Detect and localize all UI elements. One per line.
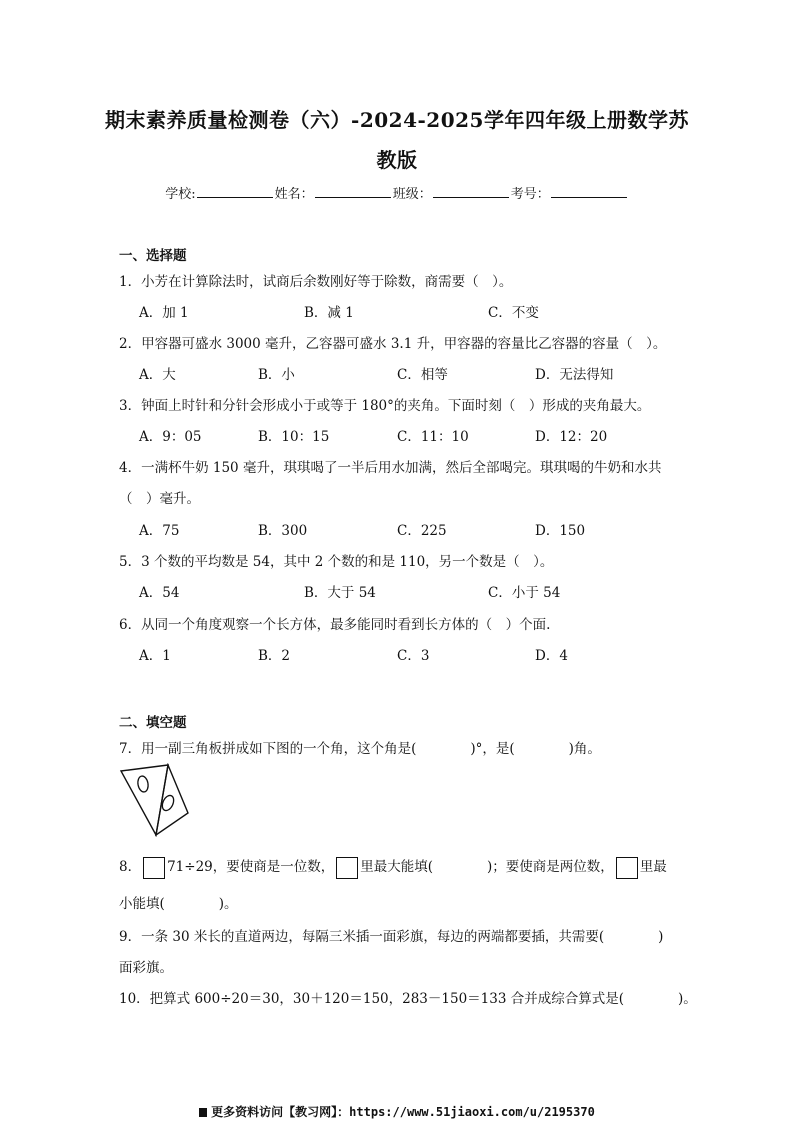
option: B．2 xyxy=(258,648,291,664)
exam-no-blank xyxy=(551,185,627,198)
option: C．225 xyxy=(397,523,447,539)
name-blank xyxy=(315,185,391,198)
question-3-stem: 3．钟面上时针和分针会形成小于或等于 180°的夹角。下面时刻（ ）形成的夹角最大。 xyxy=(119,398,651,414)
option: D．150 xyxy=(535,523,586,539)
option: D．无法得知 xyxy=(535,367,614,383)
set-square-angle-figure xyxy=(118,763,192,841)
option: A．54 xyxy=(139,585,180,601)
option: A．9：05 xyxy=(139,429,202,445)
page-title-line1: 期末素养质量检测卷（六）-2024-2025学年四年级上册数学苏 xyxy=(105,108,689,132)
option: C．小于 54 xyxy=(488,585,561,601)
question-6-stem: 6．从同一个角度观察一个长方体，最多能同时看到长方体的（ ）个面. xyxy=(119,617,551,633)
q8-part2: 里最大能填( )；要使商是两位数， xyxy=(360,859,614,875)
question-8-line1 xyxy=(119,855,667,879)
option: C．相等 xyxy=(397,367,448,383)
question-5-stem: 5．3 个数的平均数是 54，其中 2 个数的和是 110，另一个数是（ ）。 xyxy=(119,554,554,570)
page-title-line2: 教版 xyxy=(376,148,418,172)
school-label: 学校: xyxy=(165,187,196,202)
q8-prefix: 8． xyxy=(119,859,142,875)
q8-part1: 71÷29，要使商是一位数， xyxy=(167,859,335,875)
school-blank xyxy=(197,185,273,198)
option: B．大于 54 xyxy=(304,585,376,601)
option: D．12：20 xyxy=(535,429,608,445)
option: A．大 xyxy=(139,367,176,383)
question-1-stem: 1．小芳在计算除法时，试商后余数刚好等于除数，商需要（ ）。 xyxy=(119,274,513,290)
option: A．75 xyxy=(139,523,180,539)
class-label: 班级： xyxy=(392,187,432,202)
option: B．减 1 xyxy=(304,305,354,321)
question-10-stem: 10．把算式 600÷20＝30，30＋120＝150，283－150＝133 合并成综合算式是( )。 xyxy=(119,991,697,1007)
question-4-stem-line2: （ ）毫升。 xyxy=(119,491,200,507)
class-blank xyxy=(433,185,509,198)
option: B．300 xyxy=(258,523,308,539)
option: B．小 xyxy=(258,367,295,383)
question-4-stem: 4．一满杯牛奶 150 毫升，琪琪喝了一半后用水加满，然后全部喝完。琪琪喝的牛奶和水共 xyxy=(119,460,662,476)
name-label: 姓名： xyxy=(274,187,314,202)
question-2-stem: 2．甲容器可盛水 3000 毫升，乙容器可盛水 3.1 升，甲容器的容量比乙容器的容量（ ）。 xyxy=(119,336,667,352)
triangle-left xyxy=(121,765,168,835)
option: B．10：15 xyxy=(258,429,330,445)
option: C．不变 xyxy=(488,305,539,321)
footer-link[interactable] xyxy=(0,1103,794,1120)
option: D．4 xyxy=(535,648,568,664)
footer-text: 更多资料访问【教习网】：https://www.51jiaoxi.com/u/2195370 xyxy=(211,1105,595,1119)
section-heading-fill: 二、填空题 xyxy=(119,715,187,731)
digit-box xyxy=(616,857,638,879)
triangle-hole-left xyxy=(137,775,150,792)
question-9-line2: 面彩旗。 xyxy=(119,960,173,976)
option: A．加 1 xyxy=(139,305,189,321)
question-7-stem: 7．用一副三角板拼成如下图的一个角，这个角是( )°，是( )角。 xyxy=(119,741,601,757)
option: A．1 xyxy=(139,648,171,664)
student-info-line xyxy=(0,183,794,202)
triangle-right xyxy=(156,765,188,835)
question-9-line1: 9．一条 30 米长的直道两边，每隔三米插一面彩旗，每边的两端都要插，共需要( ) xyxy=(119,929,664,945)
question-8-line2: 小能填( )。 xyxy=(119,896,238,912)
q8-part3: 里最 xyxy=(639,859,667,875)
option: C．11：10 xyxy=(397,429,469,445)
digit-box xyxy=(336,857,358,879)
flag-icon xyxy=(199,1108,207,1117)
exam-no-label: 考号： xyxy=(510,187,550,202)
option: C．3 xyxy=(397,648,430,664)
section-heading-choice: 一、选择题 xyxy=(119,248,187,264)
digit-box xyxy=(143,857,165,879)
